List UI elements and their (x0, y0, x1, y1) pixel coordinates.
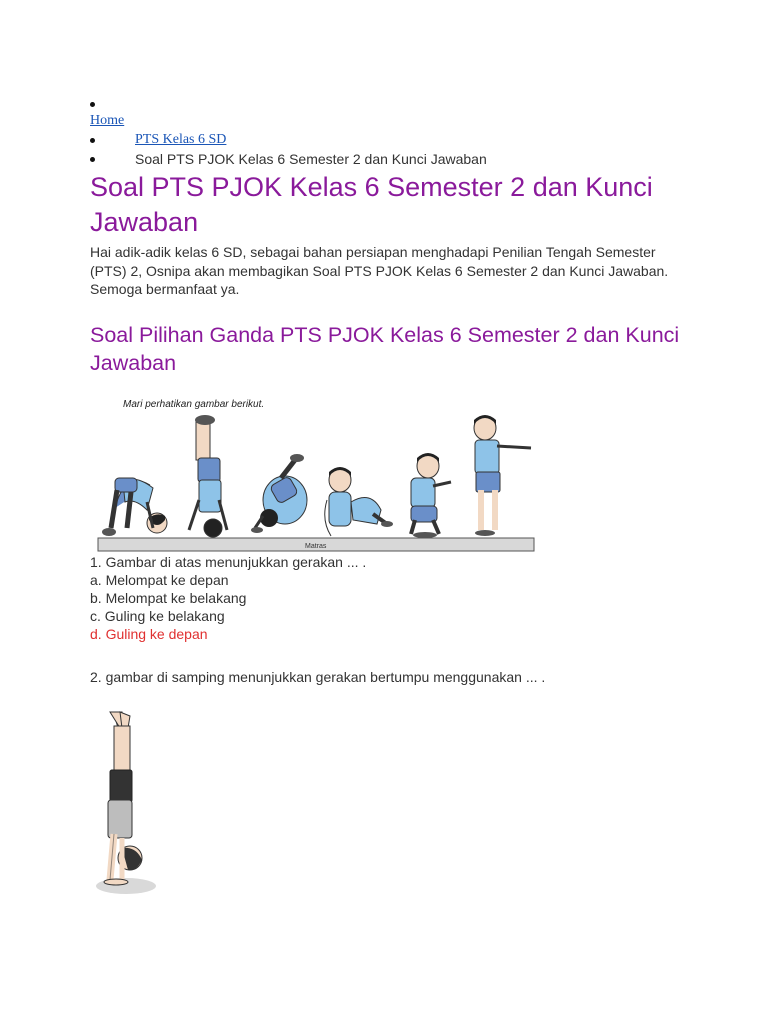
intro-paragraph: Hai adik-adik kelas 6 SD, sebagai bahan persiapan menghadapi Penilian Tengah Semester (PTS) 2, Osnipa akan membagikan Soal PTS PJOK Kelas 6 Semester 2 dan Kunci Jawaban. Semoga bermanfaat ya. (90, 244, 669, 297)
breadcrumb-category-link[interactable]: PTS Kelas 6 SD (135, 132, 227, 147)
list-bullet (90, 102, 95, 107)
list-bullet (90, 157, 95, 162)
mat-label: Matras (305, 543, 327, 550)
question-1-option-b: b. Melompat ke belakang (90, 590, 247, 606)
figure-step-3 (251, 454, 307, 533)
handstand-illustration (92, 708, 162, 900)
figure-step-5 (411, 453, 451, 538)
figure-step-6 (474, 415, 531, 536)
question-1-option-c: c. Guling ke belakang (90, 608, 225, 624)
breadcrumb-home-link[interactable]: Home (90, 113, 125, 128)
section-title: Soal Pilihan Ganda PTS PJOK Kelas 6 Semester 2 dan Kunci Jawaban (90, 323, 680, 375)
question-1-text: 1. Gambar di atas menunjukkan gerakan ... . (90, 554, 367, 570)
forward-roll-illustration (95, 390, 540, 555)
question-1-option-d-answer: d. Guling ke depan (90, 626, 208, 642)
figure-step-1 (102, 478, 167, 536)
figure-step-4 (325, 467, 393, 536)
question-2-text: 2. gambar di samping menunjukkan gerakan bertumpu menggunakan ... . (90, 669, 546, 685)
list-bullet (90, 138, 95, 143)
figure-step-2 (189, 415, 227, 537)
question-1-option-a: a. Melompat ke depan (90, 572, 229, 588)
breadcrumb-current: Soal PTS PJOK Kelas 6 Semester 2 dan Kunci Jawaban (135, 151, 487, 167)
figure-caption: Mari perhatikan gambar berikut. (123, 399, 265, 410)
page-title: Soal PTS PJOK Kelas 6 Semester 2 dan Kunci Jawaban (90, 172, 653, 237)
